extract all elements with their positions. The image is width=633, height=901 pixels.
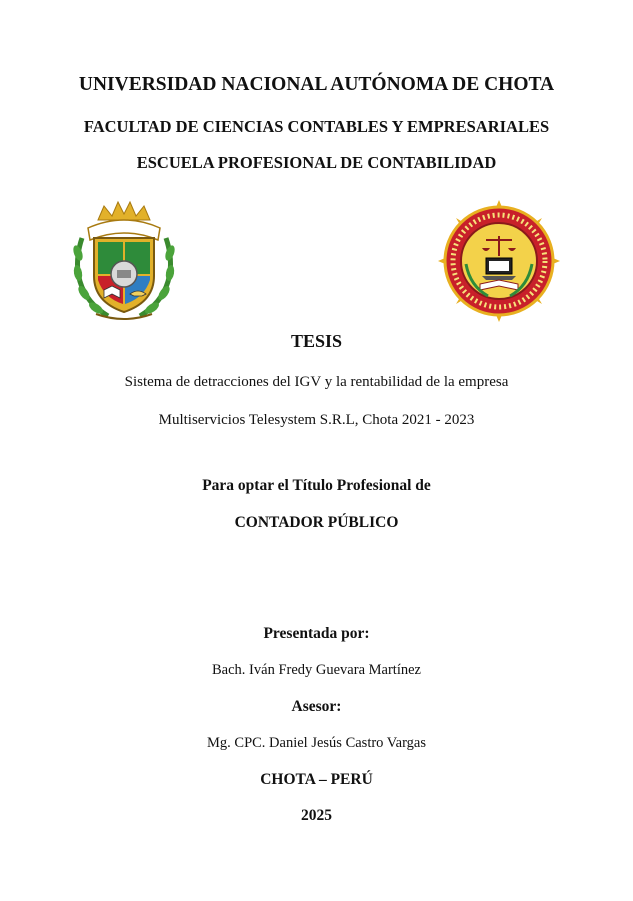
document-type-label: TESIS — [290, 331, 343, 351]
advisor-name: Mg. CPC. Daniel Jesús Castro Vargas — [207, 735, 426, 751]
degree-name: CONTADOR PÚBLICO — [234, 514, 399, 531]
thesis-title-line-2: Multiservicios Telesystem S.R.L, Chota 2021 - 2023 — [158, 412, 475, 428]
year: 2025 — [301, 807, 332, 824]
thesis-title-line-1: Sistema de detracciones del IGV y la rentabilidad de la empresa — [124, 374, 509, 390]
school-name: ESCUELA PROFESIONAL DE CONTABILIDAD — [136, 153, 497, 172]
university-name: UNIVERSIDAD NACIONAL AUTÓNOMA DE CHOTA — [78, 74, 555, 95]
degree-intro: Para optar el Título Profesional de — [202, 477, 431, 494]
university-shield-icon — [68, 198, 180, 324]
school-seal-icon — [436, 198, 562, 324]
faculty-name: FACULTAD DE CIENCIAS CONTABLES Y EMPRESARIALES — [83, 117, 550, 136]
presented-by-label: Presentada por: — [263, 625, 370, 642]
advisor-label: Asesor: — [291, 698, 342, 715]
author-name: Bach. Iván Fredy Guevara Martínez — [212, 662, 421, 678]
place: CHOTA – PERÚ — [260, 771, 373, 788]
